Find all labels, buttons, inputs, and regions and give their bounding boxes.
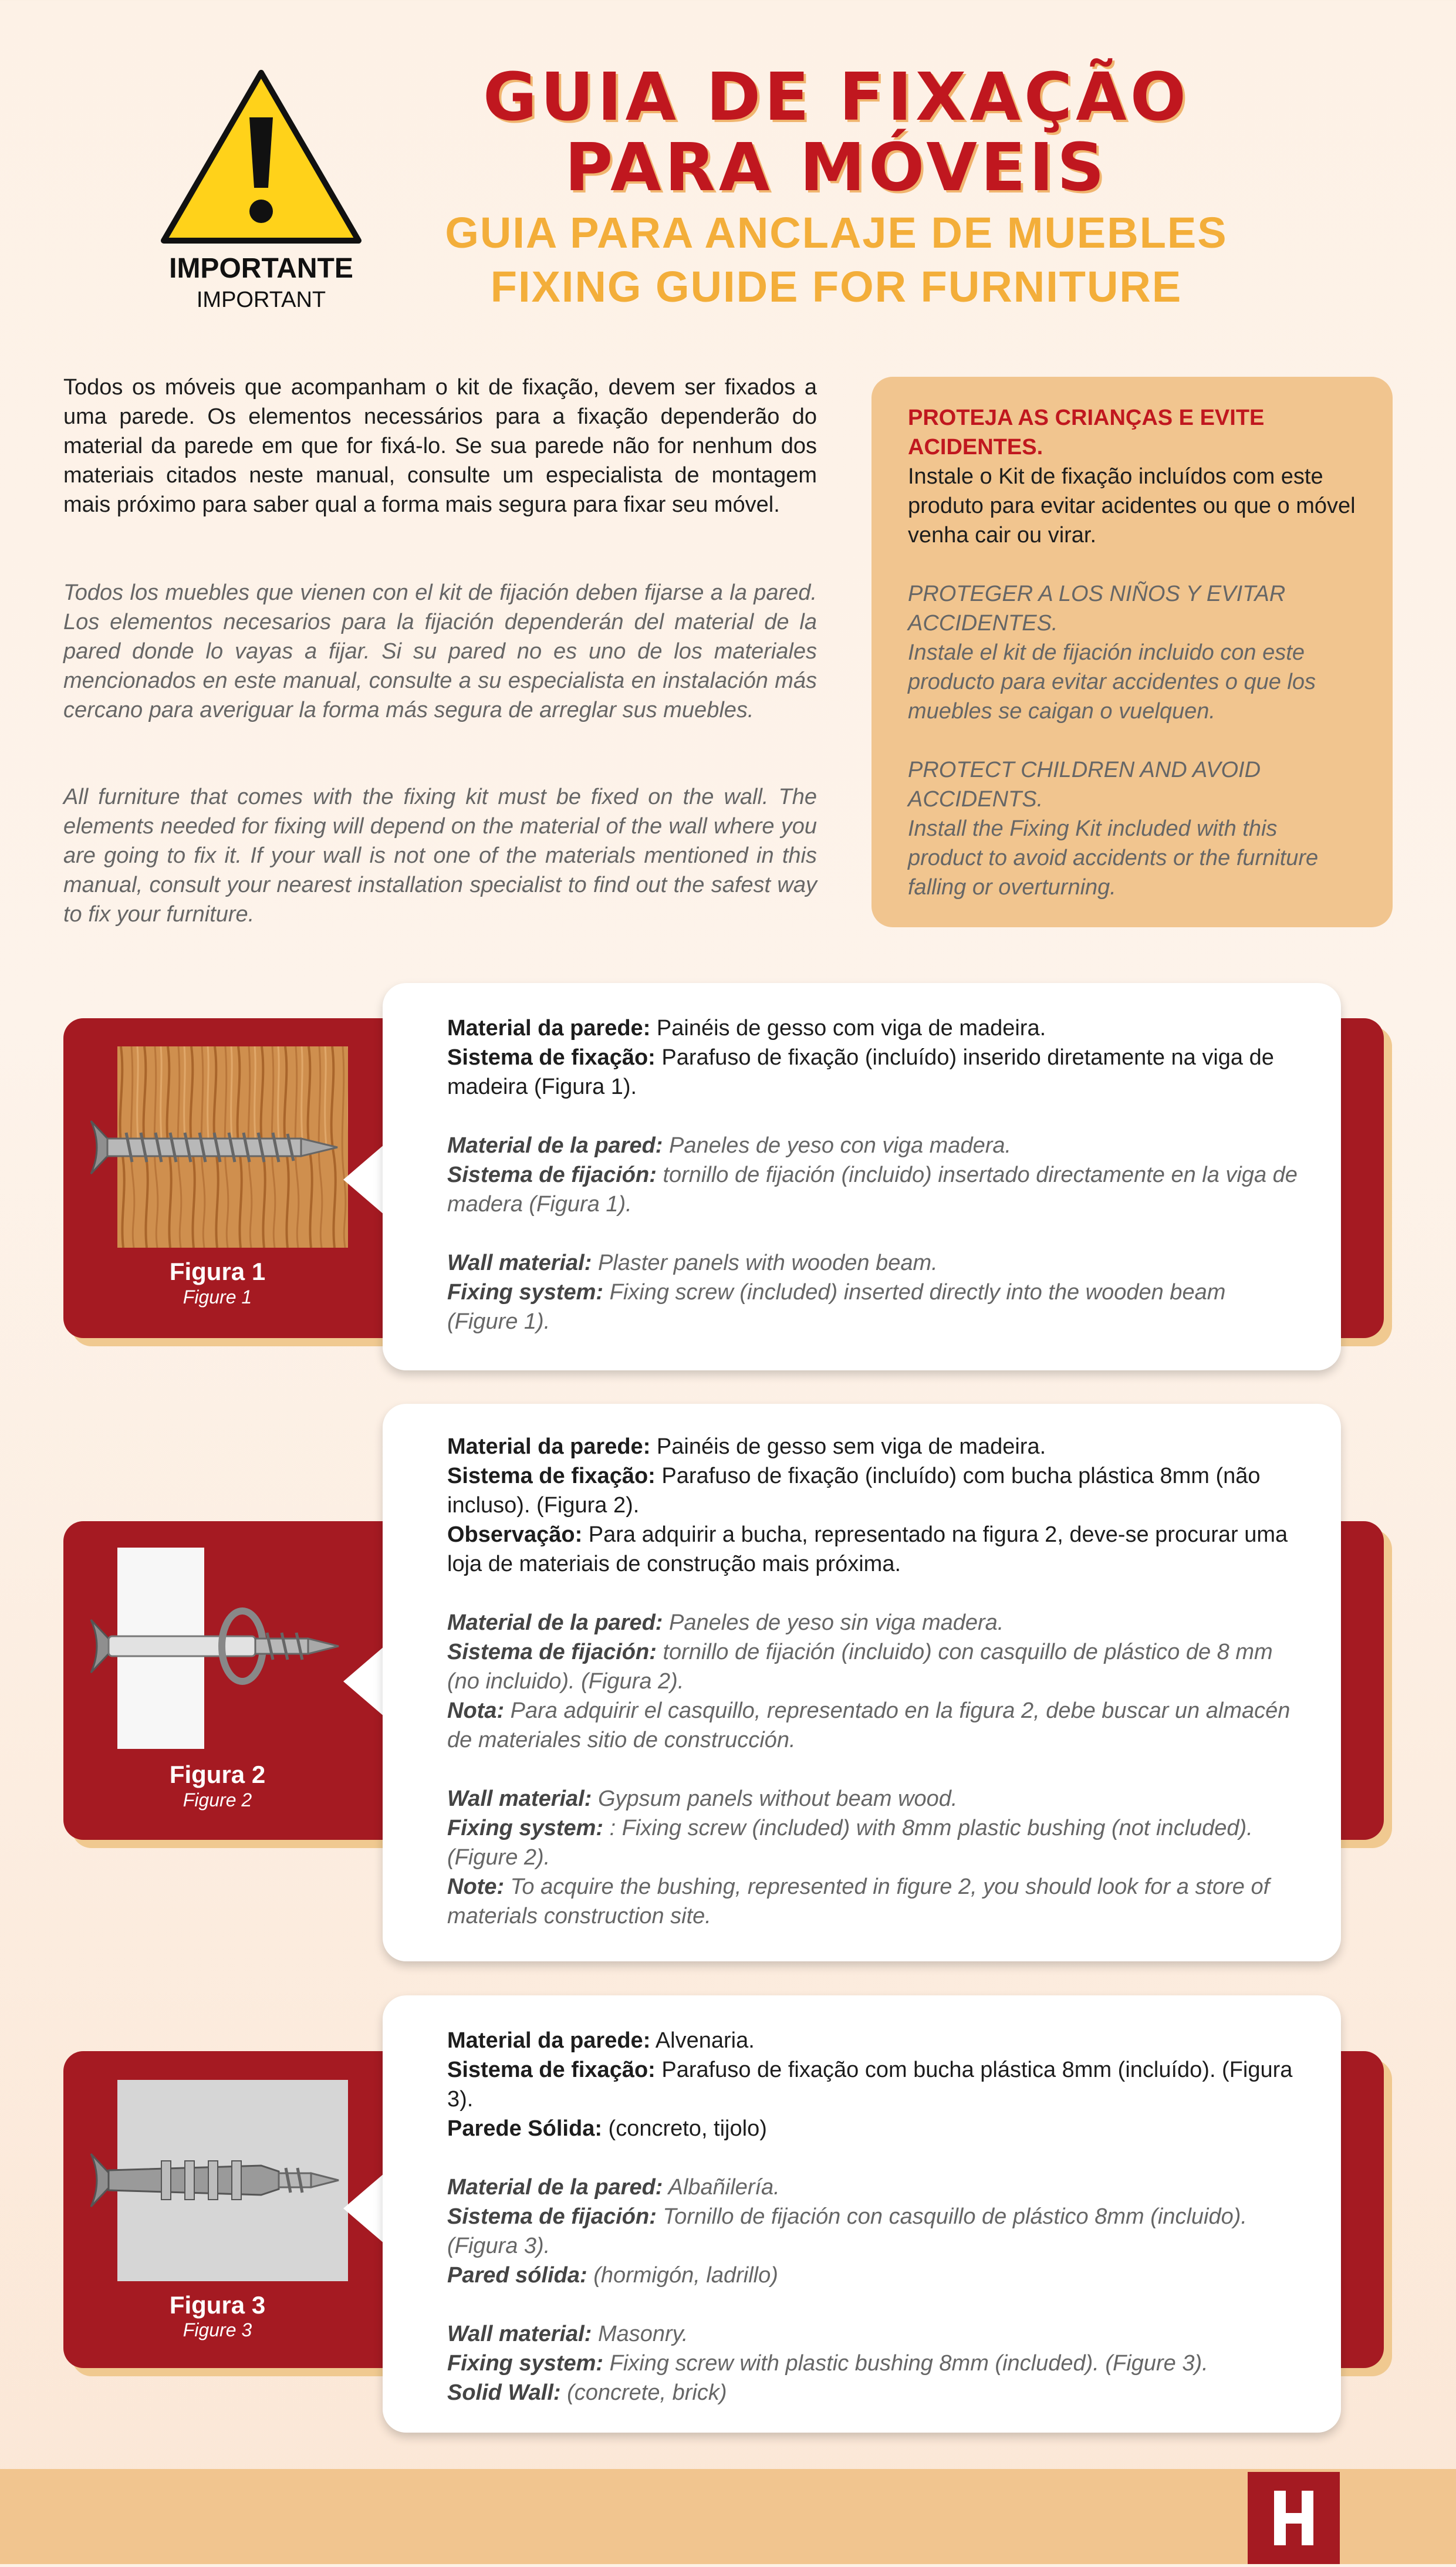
warning-triangle-icon — [156, 65, 367, 252]
fig3-en-key: Wall material: — [447, 2322, 592, 2346]
fig3-en-val: Fixing screw with plastic bushing 8mm (included). (Figure 3). — [603, 2351, 1208, 2376]
fig1-es-line — [447, 1160, 1300, 1219]
fig3-en-val: (concrete, brick) — [560, 2380, 727, 2405]
intro-text-en: All furniture that comes with the fixing kit must be fixed on the wall. The elements needed for fixing will depend on the material of the wall where you are going to fix it. If your wall is not one of the materials mentioned in this manual, consult your nearest installation specialist to find out the safest way to fix your furniture. — [63, 785, 817, 927]
subtitle-en: FIXING GUIDE FOR FURNITURE — [490, 262, 1183, 311]
fig2-en-val: : Fixing screw (included) with 8mm plastic bushing (not included). (Figure 2). — [447, 1816, 1253, 1870]
fig1-en-line — [447, 1278, 1300, 1336]
figure-1-sublabel: Figure 1 — [183, 1286, 252, 1308]
fig1-pt-val: Parafuso de fixação (incluído) inserido diretamente na viga de madeira (Figura 1). — [447, 1045, 1274, 1099]
fig2-en-key: Note: — [447, 1874, 505, 1899]
fig1-pt-key: Material da parede: — [447, 1016, 651, 1041]
fig2-pt-key: Sistema de fixação: — [447, 1464, 656, 1488]
subtitle-es: GUIA PARA ANCLAJE DE MUEBLES — [445, 208, 1228, 257]
figure-1-label: Figura 1 — [169, 1258, 266, 1285]
warning-label-en: IMPORTANT — [196, 288, 326, 312]
warning-label-pt: IMPORTANTE — [169, 253, 353, 284]
fig2-en-val: Gypsum panels without beam wood. — [592, 1786, 958, 1811]
fig2-es-key: Sistema de fijación: — [447, 1640, 657, 1664]
fig3-pt-key: Material da parede: — [447, 2028, 651, 2053]
figure-3-pointer — [343, 2173, 384, 2244]
fig2-es-key: Nota: — [447, 1698, 505, 1723]
fig2-es-val: Paneles de yeso sin viga madera. — [663, 1610, 1004, 1635]
figure-3-label: Figura 3 — [169, 2291, 266, 2319]
fig1-es-key: Sistema de fijación: — [447, 1163, 657, 1187]
figure-2-pointer — [343, 1646, 384, 1717]
fig2-pt-key: Material da parede: — [447, 1434, 651, 1459]
fig1-pt-line — [447, 1014, 1300, 1043]
intro-text-pt: Todos os móveis que acompanham o kit de fixação, devem ser fixados a uma parede. Os elementos necessários para a fixação dependerão do material da parede em que for fixá-lo. Se sua parede não for nenhum dos materiais citados neste manual, consulte um especialista de montagem mais próximo para saber qual a forma mais segura para fixar seu móvel. — [63, 375, 817, 517]
footer-band — [0, 2469, 1456, 2564]
fig3-es-val: Tornillo de fijación con casquillo de plástico 8mm (incluido). (Figura 3). — [447, 2204, 1247, 2258]
callout-head-pt: PROTEJA AS CRIANÇAS E EVITE ACIDENTES. — [908, 406, 1265, 460]
fig3-es-val: (hormigón, ladrillo) — [587, 2263, 778, 2288]
fig1-pt-key: Sistema de fixação: — [447, 1045, 656, 1070]
fig3-en-val: Masonry. — [592, 2322, 688, 2346]
callout-body-es: Instale el kit de fijación incluido con este producto para evitar accidentes o que los muebles se caigan o vuelquen. — [908, 640, 1316, 724]
fig1-es-line — [447, 1131, 1300, 1160]
figure-3-card — [383, 1995, 1341, 2433]
fig3-pt-val: (concreto, tijolo) — [602, 2116, 767, 2141]
fig1-es-val: Paneles de yeso con viga madera. — [663, 1133, 1012, 1158]
callout-head-en: PROTECT CHILDREN AND AVOID ACCIDENTS. — [908, 758, 1261, 812]
fig3-es-key: Material de la pared: — [447, 2175, 663, 2200]
intro-text-es: Todos los muebles que vienen con el kit de fijación deben fijarse a la pared. Los elementos necesarios para la fijación dependerán del material de la pared donde lo vayas a fijar. Si su pared no es uno de los materiales mencionados en este manual, consulte a su especialista en instalación más cercano para averiguar la forma más segura de arreglar sus muebles. — [63, 580, 817, 722]
figure-2-card — [383, 1404, 1341, 1961]
callout-body-pt: Instale o Kit de fixação incluídos com este produto para evitar acidentes ou que o móvel venha cair ou virar. — [908, 464, 1356, 548]
fig1-en-val: Plaster panels with wooden beam. — [592, 1251, 938, 1275]
fig3-es-key: Pared sólida: — [447, 2263, 587, 2288]
fig1-en-key: Fixing system: — [447, 1280, 604, 1305]
page-title-line1: GUIA DE FIXAÇÃO — [483, 59, 1190, 136]
figure-1-pointer — [343, 1144, 384, 1215]
fig3-en-key: Solid Wall: — [447, 2380, 561, 2405]
fig3-pt-key: Parede Sólida: — [447, 2116, 602, 2141]
brand-logo — [1248, 2472, 1340, 2564]
callout-head-es: PROTEGER A LOS NIÑOS Y EVITAR ACCIDENTES. — [908, 582, 1286, 636]
fig2-pt-val: Para adquirir a bucha, representado na figura 2, deve-se procurar uma loja de materiais de construção mais próxima. — [447, 1522, 1288, 1576]
fig3-en-key: Fixing system: — [447, 2351, 604, 2376]
fig2-es-val: tornillo de fijación (incluido) con casquillo de plástico de 8 mm (no incluido). (Figura 2). — [447, 1640, 1273, 1694]
fig1-en-val: Fixing screw (included) inserted directly into the wooden beam (Figure 1). — [447, 1280, 1226, 1334]
fig3-pt-val: Alvenaria. — [650, 2028, 755, 2053]
fig3-es-key: Sistema de fijación: — [447, 2204, 657, 2229]
fig1-es-val: tornillo de fijación (incluido) insertado directamente en la viga de madera (Figura 1). — [447, 1163, 1298, 1217]
figure-3-screw-bushing-icon — [85, 2148, 343, 2213]
fig1-pt-line — [447, 1043, 1300, 1102]
figure-1-screw-icon — [85, 1115, 343, 1180]
fig2-en-key: Fixing system: — [447, 1816, 604, 1840]
figure-3-sublabel: Figure 3 — [183, 2319, 252, 2340]
fig2-pt-val: Painéis de gesso sem viga de madeira. — [650, 1434, 1046, 1459]
figure-2-sublabel: Figure 2 — [183, 1789, 252, 1811]
callout-body-en: Install the Fixing Kit included with this product to avoid accidents or the furniture falling or overturning. — [908, 816, 1319, 900]
fig3-pt-key: Sistema de fixação: — [447, 2058, 656, 2082]
figure-2-label: Figura 2 — [169, 1761, 266, 1788]
child-safety-callout — [871, 377, 1393, 927]
fig2-pt-val: Parafuso de fixação (incluído) com bucha plástica 8mm (não incluso). (Figura 2). — [447, 1464, 1261, 1518]
logo-h-icon — [1248, 2472, 1340, 2564]
figure-2-screw-bushing-icon — [85, 1602, 343, 1690]
figure-1-card — [383, 983, 1341, 1370]
fig2-en-val: To acquire the bushing, represented in figure 2, you should look for a store of materials construction site. — [447, 1874, 1270, 1928]
fig1-en-line — [447, 1248, 1300, 1278]
fig2-es-val: Para adquirir el casquillo, representado en la figura 2, debe buscar un almacén de materiales sitio de construcción. — [447, 1698, 1291, 1752]
fig2-es-key: Material de la pared: — [447, 1610, 663, 1635]
page-title-line2: PARA MÓVEIS — [565, 130, 1108, 206]
fig3-pt-val: Parafuso de fixação com bucha plástica 8mm (incluído). (Figura 3). — [447, 2058, 1293, 2112]
fig1-pt-val: Painéis de gesso com viga de madeira. — [650, 1016, 1046, 1041]
fig2-en-key: Wall material: — [447, 1786, 592, 1811]
fig3-es-val: Albañilería. — [663, 2175, 780, 2200]
fig1-en-key: Wall material: — [447, 1251, 592, 1275]
fig1-es-key: Material de la pared: — [447, 1133, 663, 1158]
fig2-pt-key: Observação: — [447, 1522, 583, 1547]
